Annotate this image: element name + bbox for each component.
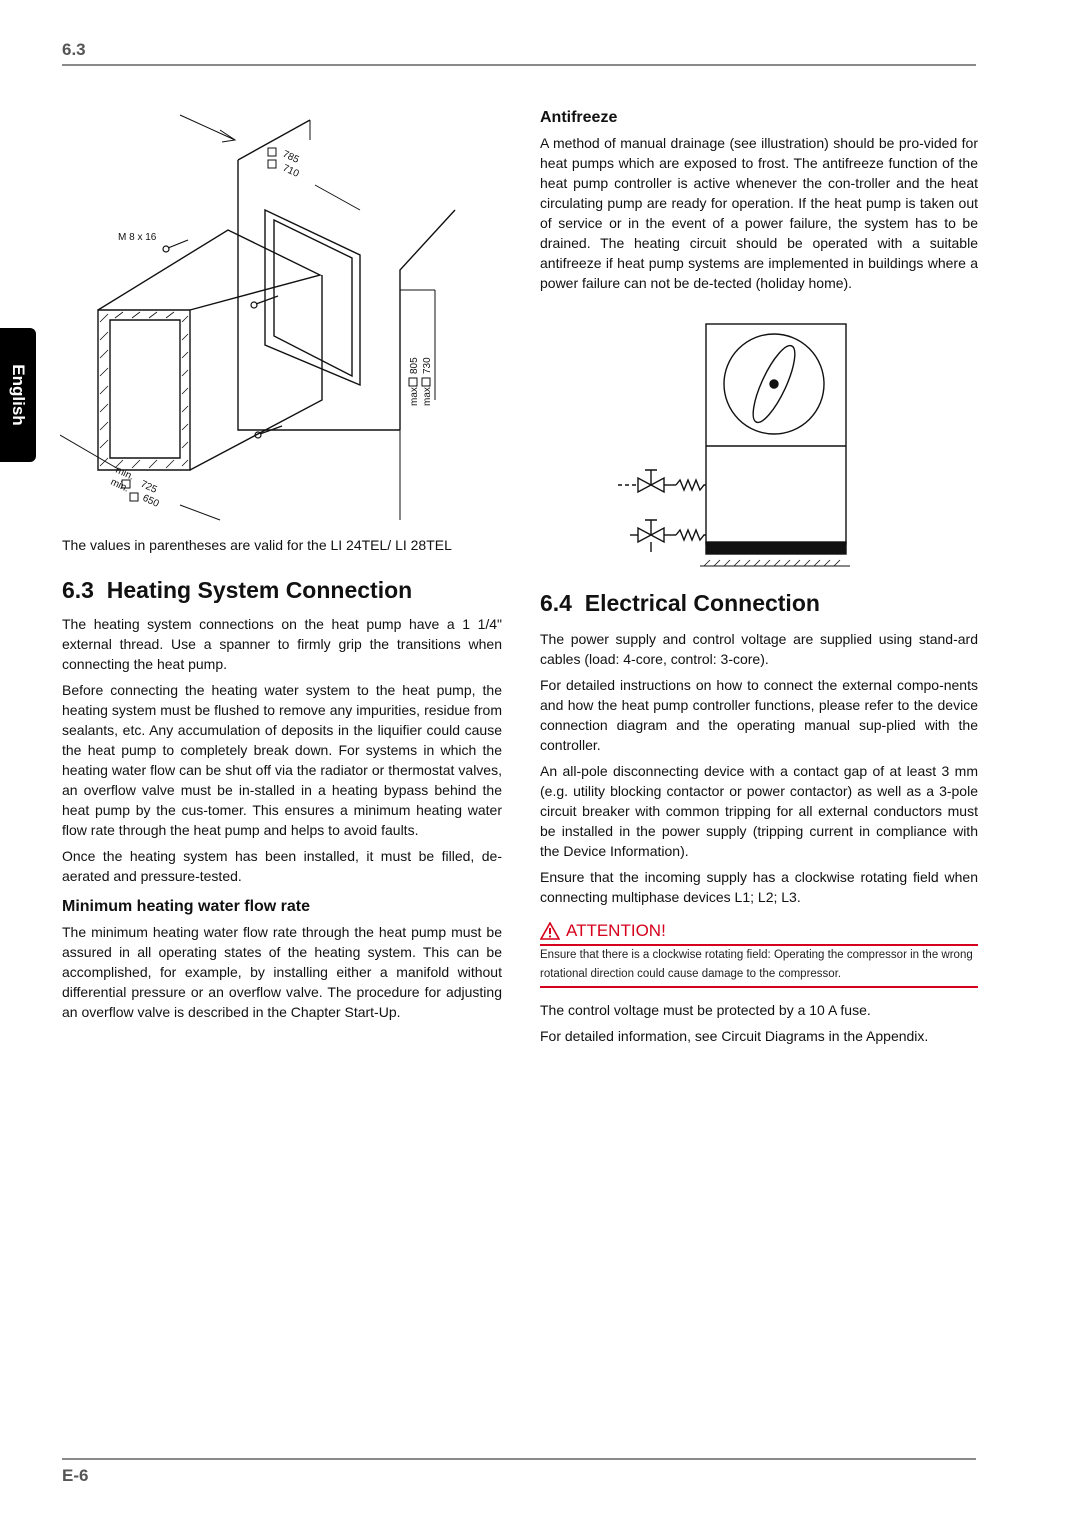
section-6-3-title: 6.3 Heating System Connection <box>62 577 413 603</box>
page-number: E-6 <box>62 1466 89 1485</box>
section-6-3-para-2: Before connecting the heating water system to the heat pump, the heating system must be flushed to remove any impurities, residue from sealants, etc. Any accumulation of deposits in the liquifier could cause the heat pump to completely break down. For systems in which the heating water flow can be shut off via the radiator or thermostat valves, an overflow valve must be in-stalled in a heating bypass behind the heat pump by the cus-tomer. This ensures a minimum heating water flow rate through the heat pump and helps to avoid faults. <box>62 682 502 838</box>
warning-triangle-icon <box>540 922 560 940</box>
dim-650: 650 <box>140 492 161 510</box>
header-rule <box>62 64 976 66</box>
installation-drawing <box>60 100 480 530</box>
footer-rule <box>62 1458 976 1460</box>
attention-text: Ensure that there is a clockwise rotating field: Operating the compressor in the wrong rotational direction could cause damage to the compressor. <box>540 949 973 980</box>
section-6-3-para-1: The heating system connections on the heat pump have a 1 1/4" external thread. Use a spanner to firmly grip the transitions when connecting the heat pump. <box>62 616 502 672</box>
section-6-4 <box>540 590 978 1046</box>
dim-min-1: min. <box>113 464 136 483</box>
dim-725: 725 <box>138 478 159 496</box>
antifreeze-para: A method of manual drainage (see illustration) should be pro-vided for heat pumps which are exposed to frost. The antifreeze function of the heat pump controller is active whenever the con-troller and the heat circulating pump are ready for operation. If the heat pump is taken out of service or in the event of a power failure, the system has to be drained. The heating circuit should be operated with a suitable antifreeze if heat pump systems are implemented in buildings where a power failure can not be de-tected (holiday home). <box>540 135 978 291</box>
min-flow-heading: Minimum heating water flow rate <box>62 898 311 915</box>
dim-max-1: max. <box>409 384 420 406</box>
drainage-drawing <box>600 320 860 580</box>
dim-max-2: max. <box>422 384 433 406</box>
section-6-4-para-3: An all-pole disconnecting device with a contact gap of at least 3 mm (e.g. utility blocking contactor or power contactor) as well as a 3-pole circuit breaker with common tripping for all external conductors must be installed in the power supply (tripping current in compliance with the Device Information). <box>540 763 978 859</box>
section-6-4-para-2: For detailed instructions on how to connect the external compo-nents and how the heat pump controller functions, please refer to the device connection diagram and the operating manual sup-plied with the controller. <box>540 677 978 753</box>
figure-caption: The values in parentheses are valid for the LI 24TEL/ LI 28TEL <box>62 537 452 553</box>
section-6-4-para-1: The power supply and control voltage are supplied using stand-ard cables (load: 4-core, control: 3-core). <box>540 631 978 667</box>
section-6-3-para-3: Once the heating system has been installed, it must be filled, de-aerated and pressure-tested. <box>62 848 502 884</box>
attention-title: ATTENTION! <box>566 921 666 940</box>
dim-min-2: min. <box>108 476 131 495</box>
attention-box <box>540 921 978 988</box>
antifreeze-section <box>540 109 978 293</box>
antifreeze-heading: Antifreeze <box>540 109 618 126</box>
dim-785: 785 <box>280 148 301 166</box>
dim-730: 730 <box>422 357 433 374</box>
section-6-4-para-5: The control voltage must be protected by a 10 A fuse. <box>540 1002 871 1018</box>
dim-710: 710 <box>280 162 301 180</box>
section-6-4-para-4: Ensure that the incoming supply has a clockwise rotating field when connecting multiphase devices L1; L2; L3. <box>540 869 978 905</box>
section-6-3-para-4: The minimum heating water flow rate through the heat pump must be assured in all operating states of the heating system. This can be accomplished, for example, by installing either a manifold without differential pressure or an overflow valve. The procedure for adjusting an overflow valve is described in the Chapter Start-Up. <box>62 924 502 1020</box>
header-section-number: 6.3 <box>62 40 86 59</box>
bolt-size-label: M 8 x 16 <box>118 232 157 243</box>
section-6-4-title: 6.4 Electrical Connection <box>540 590 820 616</box>
attention-bottom-rule <box>540 986 978 988</box>
language-tab-label: English <box>9 364 28 426</box>
section-6-3 <box>62 577 502 1022</box>
section-6-4-para-6: For detailed information, see Circuit Diagrams in the Appendix. <box>540 1028 929 1044</box>
dim-805: 805 <box>409 357 420 374</box>
language-tab[interactable] <box>0 328 36 462</box>
